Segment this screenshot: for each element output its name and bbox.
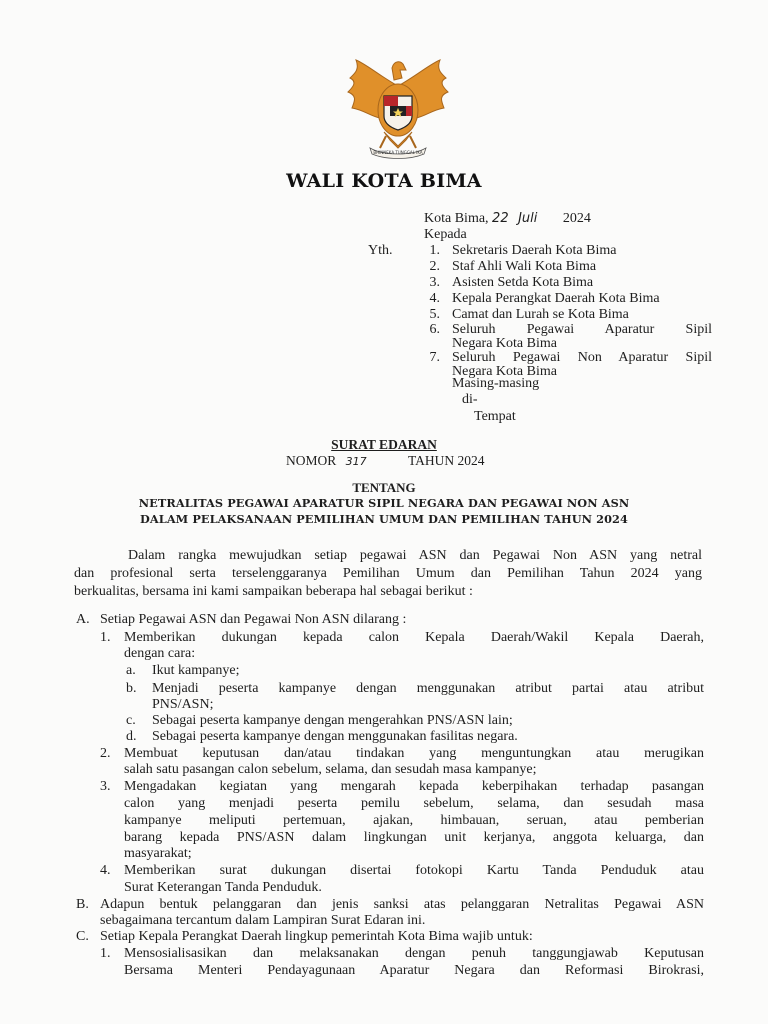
a1d-label: d. [126,729,137,744]
recipient-number: 4. [429,291,440,306]
section-b-label: B. [76,897,89,912]
section-a-text: Setiap Pegawai ASN dan Pegawai Non ASN dilarang : [100,612,407,627]
intro-line-1: Dalam rangka mewujudkan setiap pegawai ASN dan Pegawai Non ASN yang netral [128,548,702,563]
di-label: di- [462,392,478,407]
yth-label: Yth. [368,243,393,258]
a3-line-4: barang kepada PNS/ASN dalam lingkungan unit kerjanya, anggota keluarga, dan [124,830,704,845]
date-line [424,211,591,227]
a1a-label: a. [126,663,136,678]
section-a-label: A. [76,612,90,627]
a1c-label: c. [126,713,136,728]
nomor-label: NOMOR [286,453,337,468]
recipient-text: Sekretaris Daerah Kota Bima [452,243,617,258]
date-prefix: Kota Bima, [424,211,489,226]
a4-line-1: Memberikan surat dukungan disertai fotokopi Kartu Tanda Penduduk atau [124,863,704,878]
subject-line-1: NETRALITAS PEGAWAI APARATUR SIPIL NEGARA DAN PEGAWAI NON ASN [138,496,630,510]
a1-line-2: dengan cara: [124,646,196,661]
intro-line-3: berkualitas, bersama ini kami sampaikan beberapa hal sebagai berikut : [74,584,473,599]
a1c-text: Sebagai peserta kampanye dengan mengerahkan PNS/ASN lain; [152,713,513,728]
a3-line-1: Mengadakan kegiatan yang mengarah kepada keberpihakan terhadap pasangan [124,779,704,794]
a1-line-1: Memberikan dukungan kepada calon Kepala Daerah/Wakil Kepala Daerah, [124,630,704,645]
surat-edaran-title: SURAT EDARAN [331,437,437,452]
recipient-number: 2. [429,259,440,274]
a1b-line-1: Menjadi peserta kampanye dengan menggunakan atribut partai atau atribut [152,681,704,696]
a3-line-3: kampanye meliputi pertemuan, ajakan, himbauan, seruan, atau pemberian [124,813,704,828]
nomor-value: 317 [345,455,367,468]
a1b-label: b. [126,681,137,696]
recipient-number: 3. [429,275,440,290]
garuda-emblem-icon [340,56,456,160]
a2-line-1: Membuat keputusan dan/atau tindakan yang menguntungkan atau merugikan [124,746,704,761]
recipient-text: Asisten Setda Kota Bima [452,275,594,290]
a1d-text: Sebagai peserta kampanye dengan menggunakan fasilitas negara. [152,729,518,744]
document-title: WALI KOTA BIMA [286,170,482,192]
section-b-line-2: sebagaimana tercantum dalam Lampiran Surat Edaran ini. [100,913,426,928]
recipient-number: 6. [429,322,440,337]
c1-line-2: Bersama Menteri Pendayagunaan Aparatur Negara dan Reformasi Birokrasi, [124,963,704,978]
recipient-number: 5. [429,307,440,322]
section-c-text: Setiap Kepala Perangkat Daerah lingkup pemerintah Kota Bima wajib untuk: [100,929,533,944]
a1-label: 1. [100,630,111,645]
a1b-line-2: PNS/ASN; [152,697,214,712]
emblem-motto: BHINNEKA TUNGGAL IKA [373,150,423,155]
recipient-text: Seluruh Pegawai Non Aparatur Sipil [452,350,712,365]
a3-label: 3. [100,779,111,794]
c1-label: 1. [100,946,111,961]
recipient-text: Seluruh Pegawai Aparatur Sipil [452,322,712,337]
section-c-label: C. [76,929,89,944]
date-year: 2024 [562,211,591,226]
nomor-line [286,453,485,469]
a1a-text: Ikut kampanye; [152,663,240,678]
section-b-line-1: Adapun bentuk pelanggaran dan jenis sanksi atas pelanggaran Netralitas Pegawai ASN [100,897,704,912]
recipient-number: 7. [429,350,440,365]
a4-line-2: Surat Keterangan Tanda Penduduk. [124,880,322,895]
recipient-text: Negara Kota Bima [452,336,557,351]
a2-line-2: salah satu pasangan calon sebelum, selama, dan sesudah masa kampanye; [124,762,537,777]
tahun-label: TAHUN 2024 [408,453,485,468]
masing-masing: Masing-masing [452,376,540,391]
recipient-number: 1. [429,243,440,258]
date-day: 22 [492,211,509,226]
date-month: Juli [518,211,538,226]
a3-line-2: calon yang menjadi peserta pemilu sebelum, selama, dan sesudah masa [124,796,704,811]
a2-label: 2. [100,746,111,761]
c1-line-1: Mensosialisasikan dan melaksanakan dengan penuh tanggungjawab Keputusan [124,946,704,961]
tempat-label: Tempat [474,409,516,424]
recipient-text: Staf Ahli Wali Kota Bima [452,259,597,274]
recipient-text: Kepala Perangkat Daerah Kota Bima [452,291,660,306]
a4-label: 4. [100,863,111,878]
a3-line-5: masyarakat; [124,846,192,861]
tentang-label: TENTANG [352,480,416,495]
kepada-label: Kepada [424,227,467,242]
subject-line-2: DALAM PELAKSANAAN PEMILIHAN UMUM DAN PEMILIHAN TAHUN 2024 [140,512,628,526]
recipient-text: Negara Kota Bima [452,364,557,379]
recipient-text: Camat dan Lurah se Kota Bima [452,307,629,322]
intro-line-2: dan profesional serta terselenggaranya Pemilihan Umum dan Pemilihan Tahun 2024 yang [74,566,702,581]
